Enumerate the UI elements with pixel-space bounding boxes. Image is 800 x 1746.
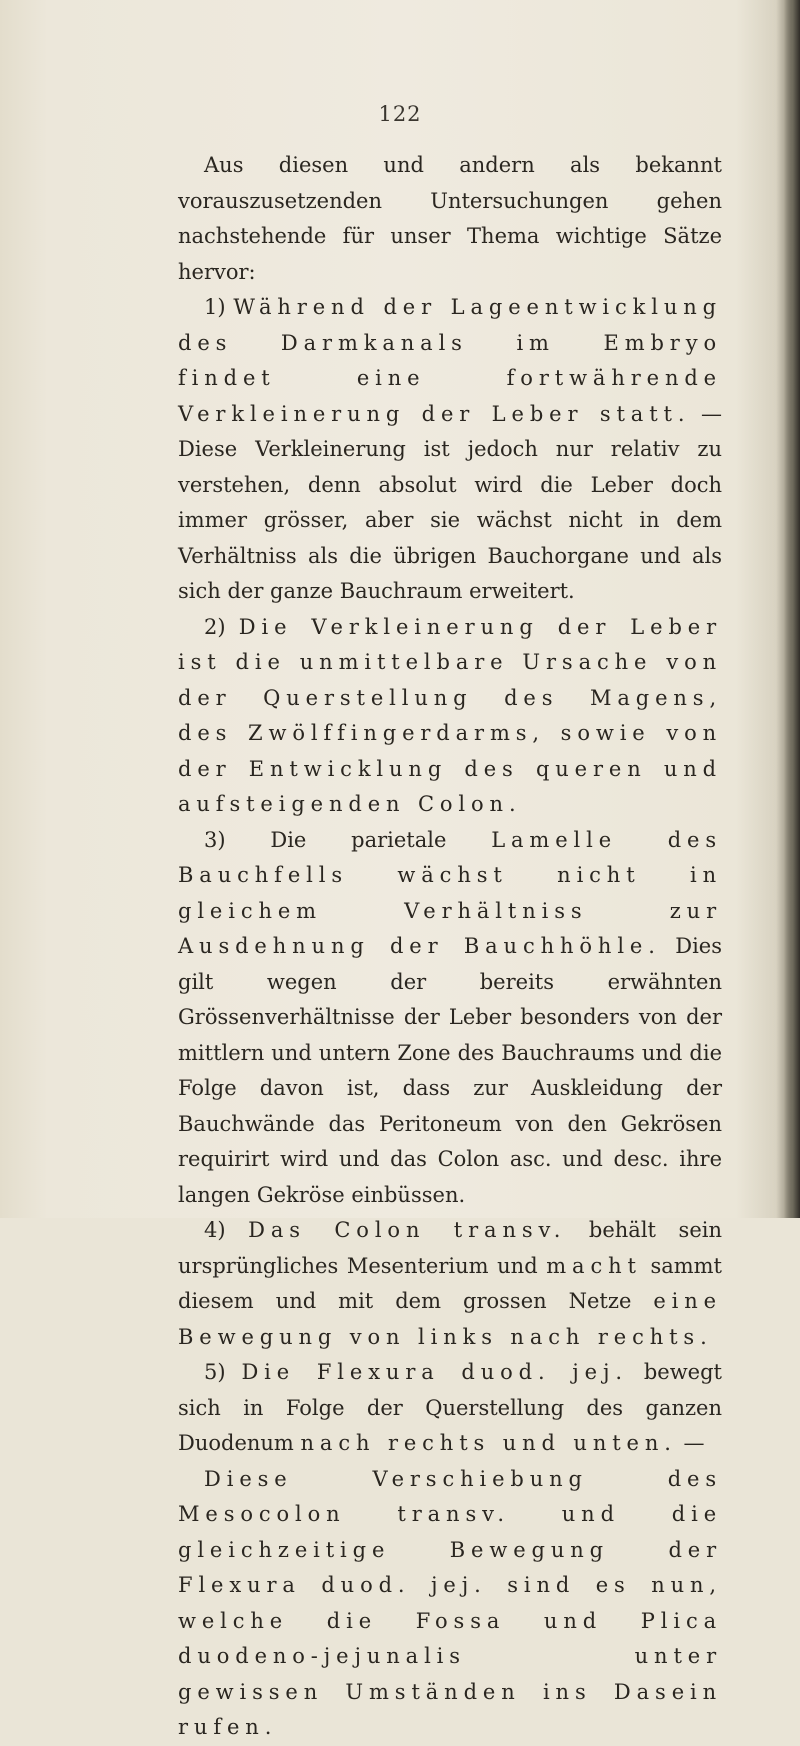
body-text: [178, 148, 722, 1746]
page-edge-shadow: [784, 0, 800, 1218]
item-number: 5): [204, 1360, 226, 1384]
spaced-text: eine Bewegung von links nach rechts.: [178, 1289, 722, 1349]
paragraph-2: [178, 610, 722, 823]
page-number: 122: [378, 102, 422, 126]
paragraph-3: [178, 823, 722, 1214]
spaced-text: Das Colon transv.: [248, 1218, 567, 1242]
spaced-text: Lamelle des Bauchfells wächst nicht in gleichem Verhältniss zur Ausdehnung der Bauchhöhle.: [178, 827, 722, 958]
paragraph-6: [178, 1462, 722, 1746]
paragraph-text: Die parietale: [270, 827, 447, 852]
item-number: 3): [204, 827, 226, 852]
spaced-text: Diese Verschiebung des Mesocolon transv. und die gleichzeitige Bewegung der Flexura duod. jej. sind es nun, welche die Fossa und Plica duodeno-jejunalis unter gewissen Umständen ins Dasein rufen.: [178, 1466, 722, 1739]
spaced-text: nach rechts und unten.: [300, 1431, 677, 1455]
paragraph-text: —: [683, 1431, 705, 1455]
spaced-text: macht: [546, 1253, 642, 1278]
spaced-text: Die Verkleinerung der Leber ist die unmittelbare Ursache von der Querstellung des Magens, des Zwölffingerdarms, sowie von der Entwicklung des queren und aufsteigenden Colon.: [178, 614, 722, 816]
paragraph-text: Dies gilt wegen der bereits erwähnten Grössenverhältnisse der Leber besonders von der mittlern und untern Zone des Bauchraums und die Folge davon ist, dass zur Auskleidung der Bauchwände das Peritoneum von den Gekrösen requirirt wird und das Colon asc. und desc. ihre langen Gekröse einbüssen.: [178, 934, 722, 1207]
paragraph-4: [178, 1213, 722, 1355]
item-number: 1): [204, 295, 226, 319]
paragraph-intro: Aus diesen und andern als bekannt vorauszusetzenden Untersuchungen gehen nachstehende für unser Thema wichtige Sätze hervor:: [178, 153, 722, 284]
spaced-text: Die Flexura duod. jej.: [241, 1360, 628, 1384]
paragraph-text: bewegt sich in Folge der Querstellung des ganzen Duodenum: [178, 1360, 722, 1455]
paragraph-1: [178, 290, 722, 610]
paragraph-text: — Diese Verkleinerung ist jedoch nur relativ zu verstehen, denn absolut wird die Leber doch immer grösser, aber sie wächst nicht in dem Verhältniss als die übrigen Bauchorgane und als sich der ganze Bauchraum erweitert.: [178, 401, 722, 603]
paragraph-text: behält sein ursprüngliches Mesenterium und: [178, 1218, 722, 1278]
paragraph-text: sammt diesem und mit dem grossen Netze: [178, 1253, 722, 1313]
spaced-text: Während der Lageentwicklung des Darmkanals im Embryo findet eine fortwährende Verkleinerung der Leber statt.: [178, 295, 722, 426]
item-number: 4): [204, 1218, 226, 1242]
paragraph-5: [178, 1355, 722, 1462]
item-number: 2): [204, 614, 226, 639]
